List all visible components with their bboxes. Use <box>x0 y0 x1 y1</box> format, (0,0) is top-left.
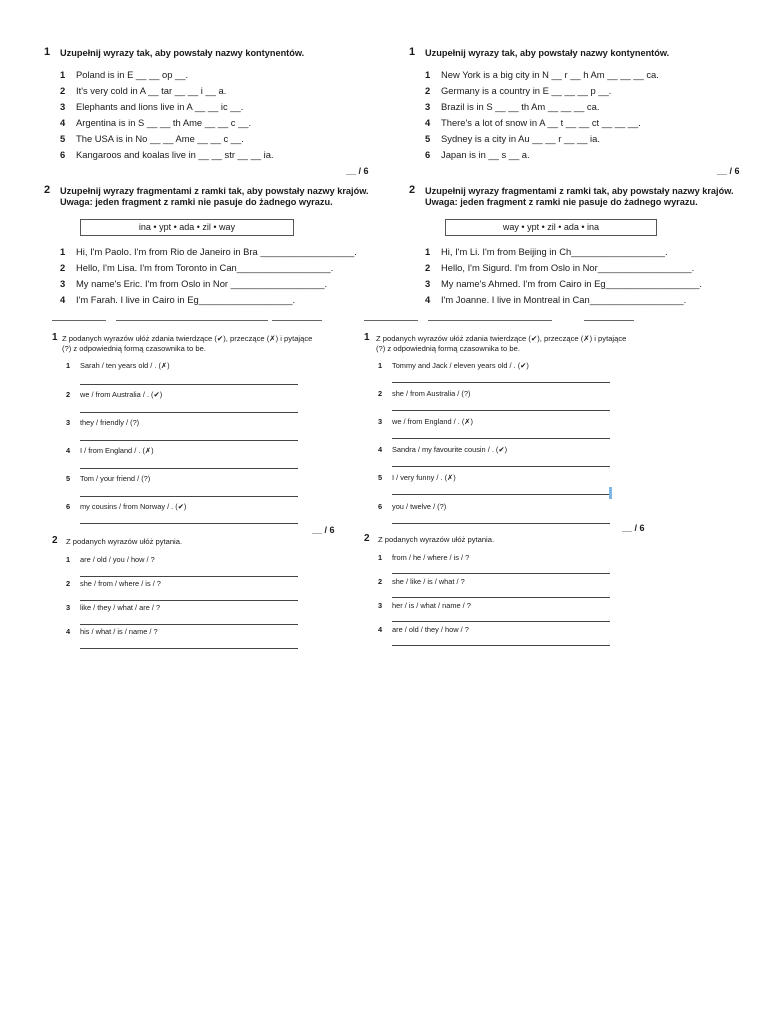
item-text: The USA is in No __ __ Ame __ __ c __. <box>76 133 244 144</box>
item-text: There's a lot of snow in A __ t __ __ ct __ __ __. <box>441 117 641 128</box>
item-number: 2 <box>66 390 71 399</box>
item-number: 3 <box>66 418 71 427</box>
item-number: 4 <box>378 445 383 454</box>
score-box: __ / 6 <box>717 166 740 176</box>
item-number: 2 <box>378 577 383 586</box>
exercise-number: 2 <box>364 533 370 544</box>
word-box: ina • ypt • ada • zil • way <box>80 219 294 236</box>
item-number: 5 <box>66 474 71 483</box>
exercise-title: Uzupełnij wyrazy tak, aby powstały nazwy kontynentów. <box>60 48 305 58</box>
answer-line[interactable] <box>392 597 610 598</box>
item-text: Germany is a country in E __ __ __ p __. <box>441 85 612 96</box>
item-text: Kangaroos and koalas live in __ __ str __ __ ia. <box>76 149 274 160</box>
item-number: 1 <box>425 246 431 257</box>
item-number: 2 <box>378 389 383 398</box>
answer-line[interactable] <box>80 600 298 601</box>
item-text: we / from England / . (✗) <box>392 417 473 426</box>
exercise-title: Uzupełnij wyrazy fragmentami z ramki tak, aby powstały nazwy krajów. Uwaga: jeden fragment z ramki nie pasuje do żadnego wyrazu. <box>425 186 734 207</box>
item-text: they / friendly / (?) <box>80 418 140 427</box>
item-text: his / what / is / name / ? <box>80 627 158 636</box>
divider <box>52 316 106 321</box>
exercise-number: 1 <box>364 332 370 343</box>
exercise-title: Uzupełnij wyrazy tak, aby powstały nazwy kontynentów. <box>425 48 670 58</box>
answer-line[interactable] <box>392 494 610 495</box>
item-text: her / is / what / name / ? <box>392 601 471 610</box>
answer-line[interactable] <box>80 468 298 469</box>
item-text: Japan is in __ s __ a. <box>441 149 530 160</box>
score-box: __ / 6 <box>312 525 335 535</box>
exercise-title: Uzupełnij wyrazy fragmentami z ramki tak, aby powstały nazwy krajów. Uwaga: jeden fragment z ramki nie pasuje do żadnego wyrazu. <box>60 186 369 207</box>
item-text: Sydney is a city in Au __ __ r __ __ ia. <box>441 133 600 144</box>
text-cursor-highlight <box>609 487 612 499</box>
item-number: 4 <box>425 294 431 305</box>
item-text: Hello, I'm Sigurd. I'm from Oslo in Nor__________________. <box>441 262 695 273</box>
item-number: 5 <box>378 473 383 482</box>
exercise-number: 2 <box>52 535 58 546</box>
answer-line[interactable] <box>392 621 610 622</box>
item-number: 3 <box>378 417 383 426</box>
item-number: 3 <box>425 101 431 112</box>
item-number: 3 <box>378 601 383 610</box>
item-text: Argentina is in S __ __ th Ame __ __ c __. <box>76 117 252 128</box>
answer-line[interactable] <box>392 466 610 467</box>
answer-line[interactable] <box>392 410 610 411</box>
answer-line[interactable] <box>80 523 298 524</box>
exercise-title: Z podanych wyrazów ułóż pytania. <box>378 535 495 544</box>
answer-line[interactable] <box>80 496 298 497</box>
item-number: 2 <box>425 262 431 273</box>
item-text: Hello, I'm Lisa. I'm from Toronto in Can__________________. <box>76 262 334 273</box>
answer-line[interactable] <box>80 576 298 577</box>
answer-line[interactable] <box>392 573 610 574</box>
item-text: like / they / what / are / ? <box>80 603 161 612</box>
exercise-title: Z podanych wyrazów ułóż zdania twierdzące (✔), przeczące (✗) i pytające (?) z odpowiednią formą czasownika to be. <box>376 334 627 353</box>
item-number: 1 <box>425 69 431 80</box>
answer-line[interactable] <box>80 648 298 649</box>
item-number: 6 <box>60 149 66 160</box>
answer-line[interactable] <box>392 382 610 383</box>
item-number: 3 <box>66 603 71 612</box>
item-number: 2 <box>60 85 66 96</box>
item-text: Sandra / my favourite cousin / . (✔) <box>392 445 508 454</box>
item-text: are / old / you / how / ? <box>80 555 155 564</box>
item-text: my cousins / from Norway / . (✔) <box>80 502 187 511</box>
item-text: she / like / is / what / ? <box>392 577 465 586</box>
exercise-title: Z podanych wyrazów ułóż pytania. <box>66 537 183 546</box>
word-box: way • ypt • zil • ada • ina <box>445 219 657 236</box>
item-text: Brazil is in S __ __ th Am __ __ __ ca. <box>441 101 600 112</box>
item-number: 1 <box>60 69 66 80</box>
item-text: she / from Australia / (?) <box>392 389 471 398</box>
item-number: 1 <box>378 553 383 562</box>
item-text: New York is a big city in N __ r __ h Am __ __ __ ca. <box>441 69 659 80</box>
exercise-number: 1 <box>44 46 51 58</box>
item-number: 4 <box>60 117 66 128</box>
answer-line[interactable] <box>80 440 298 441</box>
item-text: from / he / where / is / ? <box>392 553 470 562</box>
item-text: Poland is in E __ __ op __. <box>76 69 189 80</box>
item-number: 1 <box>378 361 383 370</box>
item-number: 3 <box>60 101 66 112</box>
item-text: Elephants and lions live in A __ __ ic __. <box>76 101 244 112</box>
item-text: Tommy and Jack / eleven years old / . (✔) <box>392 361 529 370</box>
answer-line[interactable] <box>392 438 610 439</box>
exercise-title: Z podanych wyrazów ułóż zdania twierdzące (✔), przeczące (✗) i pytające (?) z odpowiednią formą czasownika to be. <box>62 334 313 353</box>
item-text: I'm Joanne. I live in Montreal in Can__________________. <box>441 294 687 305</box>
item-number: 2 <box>60 262 66 273</box>
divider <box>272 316 322 321</box>
item-text: we / from Australia / . (✔) <box>80 390 163 399</box>
divider <box>428 316 552 321</box>
item-number: 1 <box>66 555 71 564</box>
score-box: __ / 6 <box>622 523 645 533</box>
item-number: 2 <box>66 579 71 588</box>
item-number: 4 <box>425 117 431 128</box>
item-text: she / from / where / is / ? <box>80 579 161 588</box>
item-number: 6 <box>425 149 431 160</box>
divider <box>584 316 634 321</box>
item-number: 1 <box>60 246 66 257</box>
answer-line[interactable] <box>80 624 298 625</box>
item-text: I / very funny / . (✗) <box>392 473 456 482</box>
exercise-number: 2 <box>44 184 51 196</box>
exercise-number: 1 <box>409 46 416 58</box>
item-text: It's very cold in A __ tar __ __ i __ a. <box>76 85 227 96</box>
item-number: 3 <box>60 278 66 289</box>
item-number: 2 <box>425 85 431 96</box>
item-number: 4 <box>66 446 71 455</box>
item-number: 3 <box>425 278 431 289</box>
item-text: I'm Farah. I live in Cairo in Eg__________________. <box>76 294 296 305</box>
item-text: My name's Eric. I'm from Oslo in Nor __________________. <box>76 278 328 289</box>
item-text: I / from England / . (✗) <box>80 446 154 455</box>
item-text: are / old / they / how / ? <box>392 625 469 634</box>
exercise-number: 2 <box>409 184 416 196</box>
item-text: My name's Ahmed. I'm from Cairo in Eg__________________. <box>441 278 703 289</box>
answer-line[interactable] <box>80 412 298 413</box>
divider <box>116 316 268 321</box>
item-text: Hi, I'm Paolo. I'm from Rio de Janeiro in Bra __________________. <box>76 246 357 257</box>
score-box: __ / 6 <box>346 166 369 176</box>
item-text: Hi, I'm Li. I'm from Beijing in Ch__________________. <box>441 246 668 257</box>
answer-line[interactable] <box>80 384 298 385</box>
item-number: 5 <box>60 133 66 144</box>
item-number: 4 <box>378 625 383 634</box>
exercise-number: 1 <box>52 332 58 343</box>
divider <box>364 316 418 321</box>
answer-line[interactable] <box>392 645 610 646</box>
item-number: 4 <box>66 627 71 636</box>
item-number: 1 <box>66 361 71 370</box>
item-number: 6 <box>66 502 71 511</box>
item-text: you / twelve / (?) <box>392 502 447 511</box>
item-number: 4 <box>60 294 66 305</box>
item-number: 5 <box>425 133 431 144</box>
answer-line[interactable] <box>392 523 610 524</box>
item-number: 6 <box>378 502 383 511</box>
item-text: Sarah / ten years old / . (✗) <box>80 361 170 370</box>
item-text: Tom / your friend / (?) <box>80 474 151 483</box>
